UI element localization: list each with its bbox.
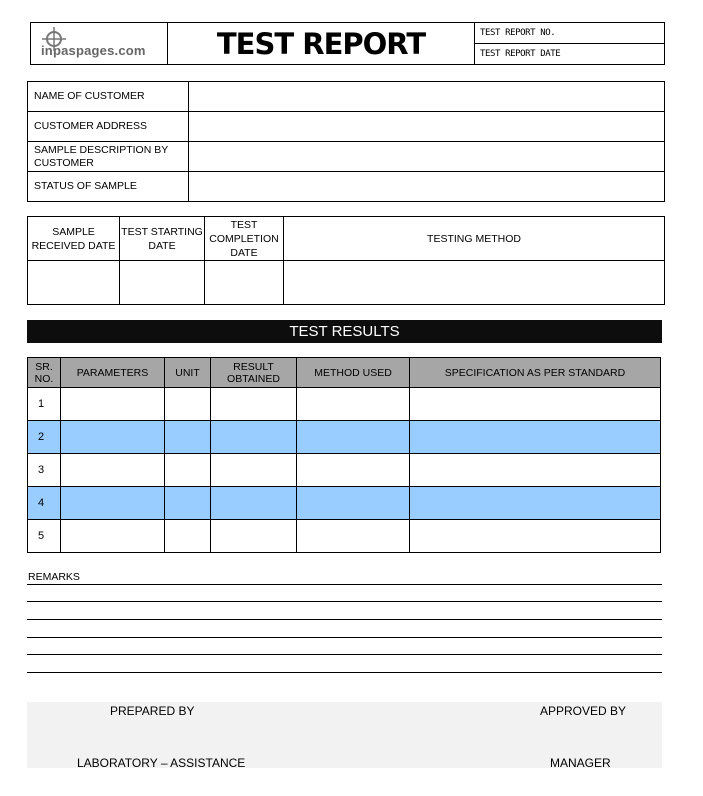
table-row xyxy=(28,520,661,553)
remarks-line[interactable] xyxy=(27,672,662,673)
report-header xyxy=(30,22,665,65)
logo xyxy=(31,23,168,65)
sr-no-cell: 2 xyxy=(28,421,61,454)
method-cell[interactable] xyxy=(297,388,410,421)
report-no-field[interactable]: TEST REPORT NO. xyxy=(475,23,665,44)
sr-no-cell: 4 xyxy=(28,487,61,520)
specification-cell[interactable] xyxy=(410,487,661,520)
specification-cell[interactable] xyxy=(410,520,661,553)
unit-cell[interactable] xyxy=(165,421,211,454)
received-date-header: SAMPLE RECEIVED DATE xyxy=(28,217,120,261)
approved-by-label: APPROVED BY xyxy=(540,704,627,718)
specification-cell[interactable] xyxy=(410,454,661,487)
remarks-line[interactable] xyxy=(27,601,662,602)
dates-table xyxy=(27,216,665,305)
unit-cell[interactable] xyxy=(165,520,211,553)
specification-cell[interactable] xyxy=(410,388,661,421)
table-row xyxy=(28,454,661,487)
remarks-line[interactable] xyxy=(27,654,662,655)
parameters-cell[interactable] xyxy=(61,520,165,553)
result-obtained-header: RESULT OBTAINED xyxy=(211,358,297,388)
unit-cell[interactable] xyxy=(165,454,211,487)
page-title: TEST REPORT xyxy=(168,23,475,65)
logo-text: inpaspages.com xyxy=(41,43,146,58)
parameters-header: PARAMETERS xyxy=(61,358,165,388)
completion-date-header: TEST COMPLETION DATE xyxy=(205,217,284,261)
specification-header: SPECIFICATION AS PER STANDARD xyxy=(410,358,661,388)
specification-cell[interactable] xyxy=(410,421,661,454)
starting-date-input[interactable] xyxy=(120,261,205,305)
prepared-by-label: PREPARED BY xyxy=(110,704,195,718)
parameters-cell[interactable] xyxy=(61,421,165,454)
method-cell[interactable] xyxy=(297,520,410,553)
method-used-header: METHOD USED xyxy=(297,358,410,388)
table-row xyxy=(28,487,661,520)
sample-description-input[interactable] xyxy=(189,142,665,172)
prepared-role-label: LABORATORY – ASSISTANCE xyxy=(77,756,246,770)
result-cell[interactable] xyxy=(211,454,297,487)
sample-status-label: STATUS OF SAMPLE xyxy=(28,172,189,202)
signature-block xyxy=(27,702,662,768)
sr-no-cell: 3 xyxy=(28,454,61,487)
customer-address-input[interactable] xyxy=(189,112,665,142)
sr-no-cell: 1 xyxy=(28,388,61,421)
parameters-cell[interactable] xyxy=(61,487,165,520)
crosshair-logo-icon xyxy=(41,26,67,52)
result-cell[interactable] xyxy=(211,421,297,454)
remarks-line[interactable] xyxy=(27,584,662,585)
customer-name-input[interactable] xyxy=(189,82,665,112)
approved-role-label: MANAGER xyxy=(550,756,611,770)
parameters-cell[interactable] xyxy=(61,388,165,421)
sample-description-label: SAMPLE DESCRIPTION BY CUSTOMER xyxy=(28,142,189,172)
method-cell[interactable] xyxy=(297,421,410,454)
sr-no-header: SR. NO. xyxy=(28,358,61,388)
customer-name-label: NAME OF CUSTOMER xyxy=(28,82,189,112)
results-table xyxy=(27,357,661,553)
completion-date-input[interactable] xyxy=(205,261,284,305)
test-results-heading: TEST RESULTS xyxy=(27,320,662,343)
sr-no-cell: 5 xyxy=(28,520,61,553)
remarks-line[interactable] xyxy=(27,637,662,638)
result-cell[interactable] xyxy=(211,487,297,520)
sample-status-input[interactable] xyxy=(189,172,665,202)
result-cell[interactable] xyxy=(211,388,297,421)
table-row xyxy=(28,388,661,421)
unit-cell[interactable] xyxy=(165,388,211,421)
testing-method-header: TESTING METHOD xyxy=(284,217,665,261)
method-cell[interactable] xyxy=(297,487,410,520)
table-row xyxy=(28,421,661,454)
remarks-line[interactable] xyxy=(27,619,662,620)
method-cell[interactable] xyxy=(297,454,410,487)
unit-header: UNIT xyxy=(165,358,211,388)
report-date-field[interactable]: TEST REPORT DATE xyxy=(475,44,665,65)
customer-address-label: CUSTOMER ADDRESS xyxy=(28,112,189,142)
customer-info-table xyxy=(27,81,665,202)
parameters-cell[interactable] xyxy=(61,454,165,487)
remarks-label: REMARKS xyxy=(28,571,80,583)
starting-date-header: TEST STARTING DATE xyxy=(120,217,205,261)
received-date-input[interactable] xyxy=(28,261,120,305)
unit-cell[interactable] xyxy=(165,487,211,520)
testing-method-input[interactable] xyxy=(284,261,665,305)
result-cell[interactable] xyxy=(211,520,297,553)
